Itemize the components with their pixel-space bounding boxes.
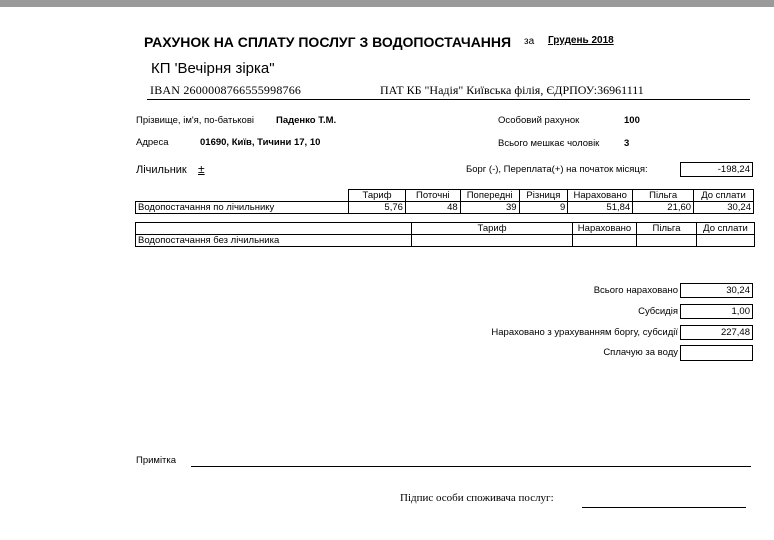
charged-value: 51,84 <box>568 202 633 214</box>
table-row <box>136 235 755 247</box>
signature-label: Підпис особи споживача послуг: <box>400 492 554 504</box>
metered-table <box>135 189 754 214</box>
header-tariff: Тариф <box>412 223 573 235</box>
difference-value: 9 <box>519 202 568 214</box>
current-value: 48 <box>405 202 460 214</box>
charged-value <box>573 235 637 247</box>
meter-label: Лічильник <box>136 164 187 176</box>
residents-count: 3 <box>624 138 630 149</box>
charged-with-debt-label: Нараховано з урахуванням боргу, субсидії <box>491 327 678 338</box>
document-title: РАХУНОК НА СПЛАТУ ПОСЛУГ З ВОДОПОСТАЧАННЯ <box>144 34 512 50</box>
billing-period: Грудень 2018 <box>548 35 614 46</box>
header-to-pay: До сплати <box>694 190 754 202</box>
header-benefit: Пільга <box>637 223 697 235</box>
header-previous: Попередні <box>460 190 519 202</box>
total-charged-label: Всього нараховано <box>593 285 678 296</box>
header-blank <box>136 190 349 202</box>
header-divider <box>147 99 750 100</box>
header-difference: Різниця <box>519 190 568 202</box>
unmetered-table <box>135 222 755 247</box>
account-number: 100 <box>624 115 640 126</box>
meter-toggle-icon[interactable]: ± <box>198 162 205 176</box>
account-label: Особовий рахунок <box>498 115 580 126</box>
window-top-bar <box>0 0 774 7</box>
header-charged: Нараховано <box>573 223 637 235</box>
tariff-value: 5,76 <box>349 202 406 214</box>
subsidy-value: 1,00 <box>680 304 753 319</box>
header-benefit: Пільга <box>633 190 694 202</box>
note-label: Примітка <box>136 455 177 466</box>
debt-label: Борг (-), Переплата(+) на початок місяця: <box>466 164 648 175</box>
iban: IBAN 2600008766555998766 <box>150 83 302 97</box>
bank-details: ПАТ КБ "Надія" Київська філія, ЄДРПОУ:36961111 <box>380 83 644 97</box>
benefit-value: 21,60 <box>633 202 694 214</box>
total-charged-value: 30,24 <box>680 283 753 298</box>
name-label: Прізвище, ім'я, по-батькові <box>136 115 254 126</box>
address-label: Адреса <box>136 137 169 148</box>
payment-input[interactable] <box>680 345 753 361</box>
customer-name: Паденко Т.М. <box>276 115 337 126</box>
subsidy-label: Субсидія <box>638 306 678 317</box>
debt-value: -198,24 <box>680 162 753 177</box>
company-name: КП 'Вечірня зірка" <box>151 60 275 77</box>
customer-address: 01690, Київ, Тичини 17, 10 <box>200 137 321 148</box>
header-to-pay: До сплати <box>697 223 755 235</box>
payment-label: Сплачую за воду <box>603 347 678 358</box>
note-line[interactable] <box>191 466 751 467</box>
header-charged: Нараховано <box>568 190 633 202</box>
header-current: Поточні <box>405 190 460 202</box>
service-name: Водопостачання по лічильнику <box>136 202 349 214</box>
previous-value: 39 <box>460 202 519 214</box>
service-name: Водопостачання без лічильника <box>136 235 412 247</box>
charged-with-debt-value: 227,48 <box>680 325 753 340</box>
to-pay-value: 30,24 <box>694 202 754 214</box>
tariff-value <box>412 235 573 247</box>
header-blank <box>136 223 412 235</box>
table-row <box>136 202 754 214</box>
benefit-value <box>637 235 697 247</box>
signature-line[interactable] <box>582 507 746 508</box>
period-prefix: за <box>524 36 535 47</box>
header-tariff: Тариф <box>349 190 406 202</box>
to-pay-value <box>697 235 755 247</box>
residents-label: Всього мешкає чоловік <box>498 138 600 149</box>
